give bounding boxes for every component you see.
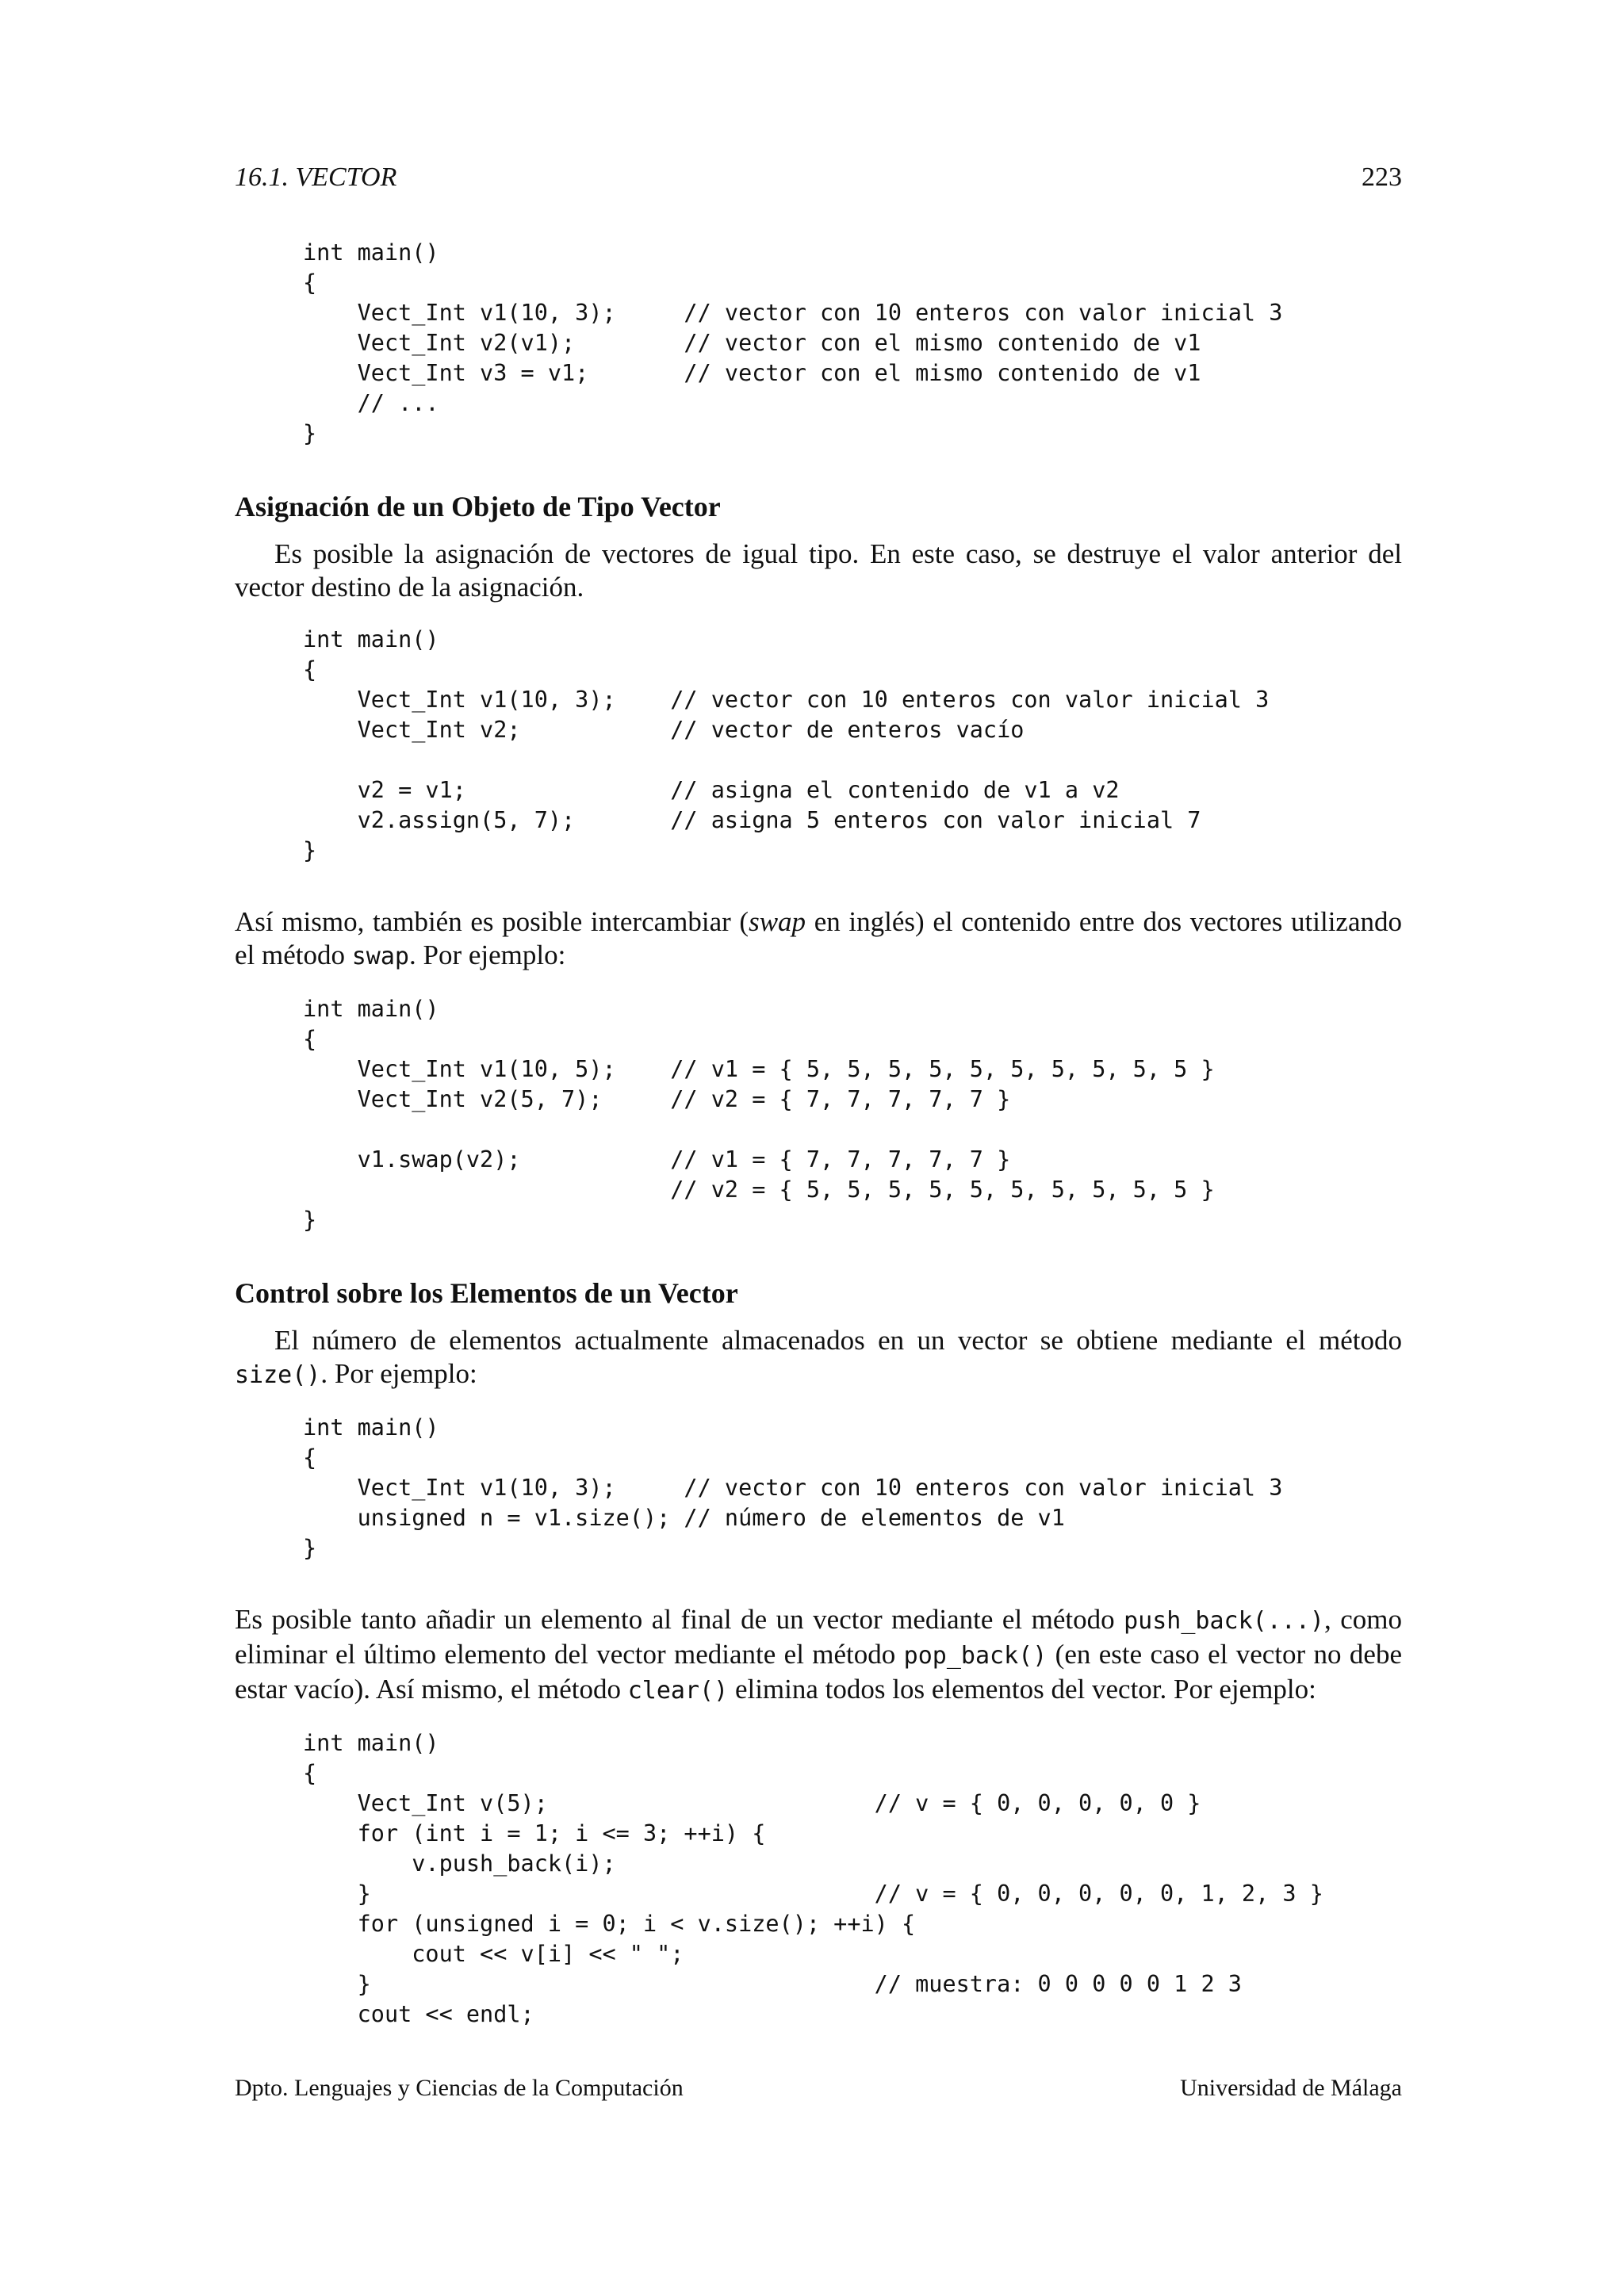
code-block-swap: int main() { Vect_Int v1(10, 5); // v1 = { 5, 5, 5, 5, 5, 5, 5, 5, 5, 5 } Vect_Int v2(5, 7); // v2 = { 7, 7, 7, 7, 7 } v1.swap(v2); // v1 = { 7, 7, 7, 7, 7 } // v2 = { 5, 5, 5, 5, 5, 5, 5, 5, 5, 5 } } — [303, 996, 1215, 1233]
code-block-constructors: int main() { Vect_Int v1(10, 3); // vector con 10 enteros con valor inicial 3 Vect_Int v2(v1); // vector con el mismo contenido de v1 Vect_Int v3 = v1; // vector con el mismo contenido de v1 // ... } — [303, 239, 1283, 446]
section-heading-control: Control sobre los Elementos de un Vector — [235, 1277, 738, 1309]
code-block-size: int main() { Vect_Int v1(10, 3); // vector con 10 enteros con valor inicial 3 unsigned n = v1.size(); // número de elementos de v1 } — [303, 1414, 1283, 1561]
inline-code-size: size() — [235, 1361, 321, 1389]
paragraph-swap — [235, 905, 1402, 974]
code-block-assign: int main() { Vect_Int v1(10, 3); // vector con 10 enteros con valor inicial 3 Vect_Int v2; // vector de enteros vacío v2 = v1; // asigna el contenido de v1 a v2 v2.assign(5, 7); // asigna 5 enteros con valor inicial 7 } — [303, 626, 1270, 863]
inline-code-push-back: push_back(...) — [1124, 1607, 1324, 1635]
inline-code-swap: swap — [351, 943, 409, 970]
text-run: . Por ejemplo: — [409, 939, 566, 970]
running-footer — [235, 2071, 1402, 2106]
text-run: elimina todos los elementos del vector. Por ejemplo: — [728, 1674, 1316, 1705]
emphasis-swap: swap — [749, 906, 806, 937]
footer-department: Dpto. Lenguajes y Ciencias de la Computación — [235, 2075, 684, 2101]
page-number: 223 — [1362, 163, 1402, 192]
text-run: (en este caso el vector no debe estar vacío). Así mismo, el método — [235, 1639, 1402, 1705]
footer-university: Universidad de Málaga — [1180, 2075, 1402, 2101]
page-body — [235, 238, 1402, 2030]
paragraph-assignment-intro: Es posible la asignación de vectores de igual tipo. En este caso, se destruye el valor anterior del vector destino de la asignación. — [235, 538, 1402, 603]
text-run: . Por ejemplo: — [320, 1358, 477, 1389]
text-run: en inglés) el contenido entre dos vectores utilizando el método — [235, 906, 1402, 970]
section-reference: 16.1. VECTOR — [235, 163, 397, 192]
text-run: El número de elementos actualmente almacenados en un vector se obtiene mediante el método — [274, 1325, 1402, 1356]
running-header — [235, 159, 1402, 197]
section-heading-assignment: Asignación de un Objeto de Tipo Vector — [235, 491, 721, 522]
paragraph-push-pop-clear — [235, 1603, 1402, 1708]
code-block-push-back: int main() { Vect_Int v(5); // v = { 0, 0, 0, 0, 0 } for (int i = 1; i <= 3; ++i) { v.push_back(i); } // v = { 0, 0, 0, 0, 0, 1, 2, 3 } for (unsigned i = 0; i < v.size(); ++i) { cout << v[i] << " "; } // muestra: 0 0 0 0 0 1 2 3 cout << endl; — [303, 1730, 1323, 2027]
text-run: , como eliminar el último elemento del vector mediante el método — [235, 1604, 1402, 1670]
inline-code-clear: clear() — [627, 1677, 729, 1705]
text-run: Es posible tanto añadir un elemento al final de un vector mediante el método — [235, 1604, 1124, 1635]
paragraph-size — [235, 1324, 1402, 1392]
text-run: Así mismo, también es posible intercambiar ( — [235, 906, 749, 937]
inline-code-pop-back: pop_back() — [903, 1642, 1048, 1670]
